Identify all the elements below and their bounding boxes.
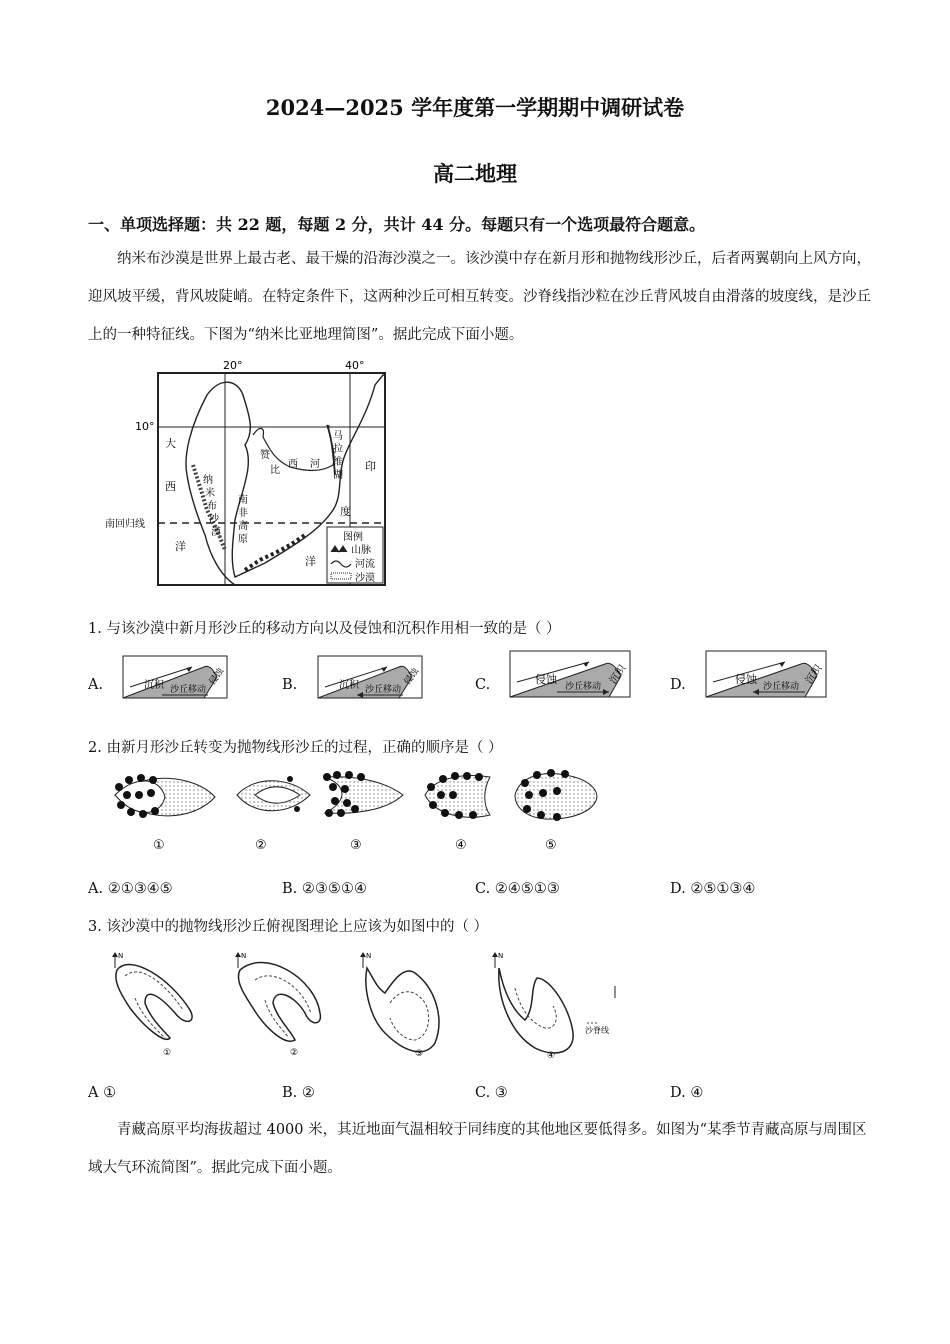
q1-option-d-figure[interactable] [705,650,827,698]
q2-label-1: ① [153,838,165,853]
q3-north-3: N [366,952,372,960]
lake-char: 湖 [333,470,343,481]
q2-option-c[interactable]: C. ②④⑤①③ [475,881,560,897]
q2-figure-3 [323,771,403,853]
plateau-char: 南 [238,495,248,506]
q2-label-5: ⑤ [545,838,557,853]
indian-char: 印 [365,460,376,473]
q3-option-b[interactable]: B. ② [282,1085,315,1101]
namib-char: 米 [205,488,215,499]
map-legend [327,527,383,584]
q2-option-b[interactable]: B. ②③⑤①④ [282,881,367,897]
question-1-stem: 1. 与该沙漠中新月形沙丘的移动方向以及侵蚀和沉积作用相一致的是（ ） [88,621,561,637]
q1-option-a-letter[interactable]: A. [88,677,104,693]
q1a-left-label: 沉积 [144,680,164,691]
q3-option-c[interactable]: C. ③ [475,1085,508,1101]
q1b-right-label: 侵蚀 [402,666,422,688]
q2-figure-2 [237,776,310,853]
indian-char: 度 [340,505,351,518]
q2-option-d[interactable]: D. ②⑤①③④ [670,881,756,897]
exam-title: 2024—2025 学年度第一学期期中调研试卷 [265,95,685,120]
legend-mountain: 山脉 [351,545,371,556]
river-char: 赞 [260,450,270,461]
q1a-move-label: 沙丘移动 [170,685,207,695]
q3-dune-figures [105,948,625,1063]
river-char: 西 [288,459,298,470]
q1a-right-label: 侵蚀 [207,666,227,688]
atlantic-char: 洋 [175,540,186,553]
q3-north-4: N [498,952,504,960]
q1b-left-label: 沉积 [339,680,359,691]
atlantic-char: 西 [165,480,176,493]
section-heading: 一、单项选择题：共 22 题，每题 2 分，共计 44 分。每题只有一个选项最符合题意。 [88,215,706,234]
q3-north-1: N [118,952,124,960]
plateau-char: 非 [238,508,248,519]
q3-option-a[interactable]: A ① [88,1085,117,1101]
q1c-move-label: 沙丘移动 [565,682,602,692]
question-3-stem: 3. 该沙漠中的抛物线形沙丘俯视图理论上应该为如图中的（ ） [88,919,489,935]
plateau-char: 高 [238,521,248,532]
passage-namib: 纳米布沙漠是世界上最古老、最干燥的沿海沙漠之一。该沙漠中存在新月形和抛物线形沙丘，后者两翼朝向上风方向，迎风坡平缓，背风坡陡峭。在特定条件下，这两种沙丘可相互转变。沙脊线指沙粒在沙丘背风坡自由滑落的坡度线，是沙丘上的一种特征线。下图为“纳米比亚地理简图”。据此完成下面小题。 [88,251,871,343]
q2-label-2: ② [255,838,267,853]
q2-figure-5 [515,769,597,853]
q2-label-4: ④ [455,838,467,853]
plateau-char: 原 [238,534,248,545]
q3-label-3: ③ [415,1049,424,1059]
q3-north-2: N [241,952,247,960]
q2-figure-4 [425,772,490,853]
q3-figure-4 [492,952,573,1061]
q2-label-3: ③ [350,838,362,853]
q1d-left-label: 侵蚀 [735,673,757,686]
q1d-right-label: 沉积 [803,663,825,687]
lake-char: 马 [333,431,343,442]
tropic-label: 南回归线 [105,519,145,530]
river-char: 比 [270,465,280,476]
q1-option-c-letter[interactable]: C. [475,677,491,693]
legend-river: 河流 [355,559,375,570]
namib-char: 沙 [209,514,219,525]
q3-figure-1 [112,952,192,1058]
q3-ridge-label: 沙脊线 [585,1026,609,1035]
lake-char: 拉 [333,444,343,455]
q3-option-d[interactable]: D. ④ [670,1085,704,1101]
passage-tibet: 青藏高原平均海拔超过 4000 米，其近地面气温相较于同纬度的其他地区要低得多。如图为“某季节青藏高原与周围区域大气环流简图”。据此完成下面小题。 [88,1122,867,1176]
lat-10-label: 10° [135,420,155,433]
q3-label-1: ① [163,1048,172,1058]
namib-char: 纳 [203,475,213,486]
lake-char: 维 [333,457,343,468]
namibia-map [105,355,395,590]
indian-char: 洋 [305,555,316,568]
q3-figure-3 [360,952,439,1059]
namib-char: 布 [207,501,217,512]
q3-figure-2 [235,952,320,1058]
q1-option-c-figure[interactable] [509,650,631,698]
legend-desert: 沙漠 [355,573,375,584]
q1-option-a-figure[interactable] [122,655,228,699]
question-2-stem: 2. 由新月形沙丘转变为抛物线形沙丘的过程，正确的顺序是（ ） [88,740,503,756]
q1d-move-label: 沙丘移动 [763,682,800,692]
q1-option-b-figure[interactable] [317,655,423,699]
river-char: 河 [310,459,320,470]
q3-ridge-legend [585,986,615,1035]
namib-char: 漠 [211,527,221,538]
subject-title: 高二地理 [433,161,517,186]
q3-label-2: ② [290,1048,299,1058]
q1c-left-label: 侵蚀 [535,673,557,686]
atlantic-char: 大 [165,437,176,450]
q1c-right-label: 沉积 [607,663,629,687]
q1-option-d-letter[interactable]: D. [670,677,686,693]
q2-option-a[interactable]: A. ②①③④⑤ [88,881,173,897]
q1-option-b-letter[interactable]: B. [282,677,298,693]
q2-figure-1 [115,774,215,853]
q1b-move-label: 沙丘移动 [365,685,402,695]
q3-label-4: ④ [547,1051,556,1061]
legend-title: 图例 [343,532,363,543]
lon-40-label: 40° [345,359,365,372]
lon-20-label: 20° [223,359,243,372]
q2-dune-figures [105,765,605,857]
